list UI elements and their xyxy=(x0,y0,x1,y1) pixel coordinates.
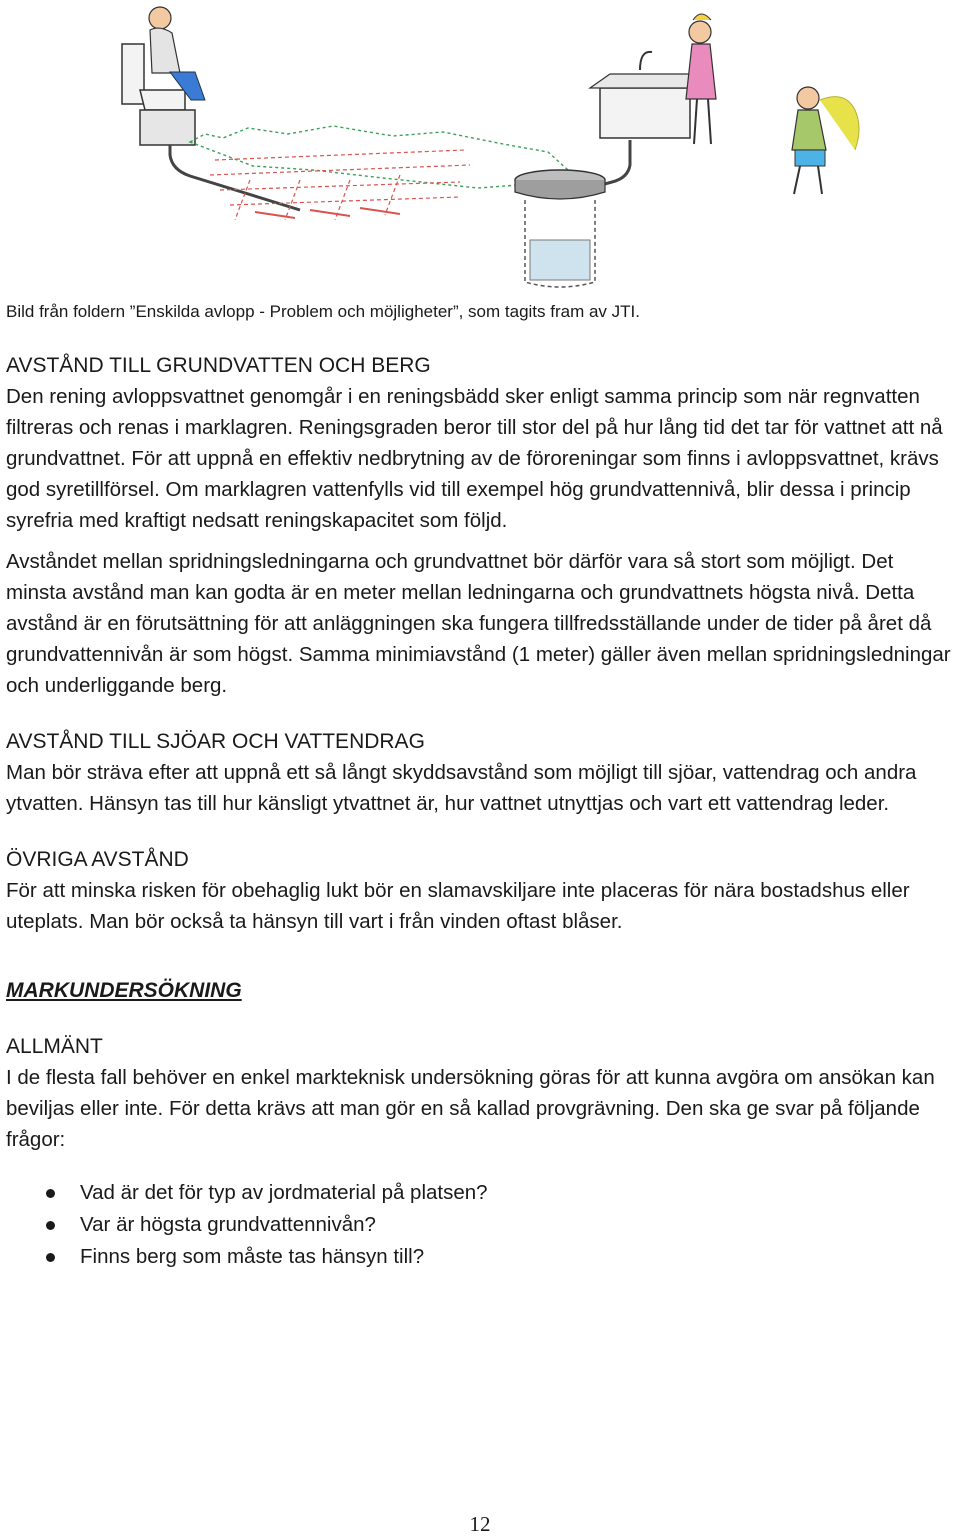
paragraph-other-distances: För att minska risken för obehaglig lukt bör en slamavskiljare inte placeras för nära bostadshus eller uteplats. Man bör också ta hänsyn till vart i från vinden oftast blåser. xyxy=(6,879,910,933)
paragraph-general: I de flesta fall behöver en enkel markteknisk undersökning göras för att kunna avgöra om ansökan kan beviljas eller inte. För detta krävs att man gör en så kallad provgrävning. Den ska ge svar på följande frågor: xyxy=(6,1066,935,1151)
sewage-illustration xyxy=(0,0,960,296)
drainage-field xyxy=(190,126,568,220)
toilet-person-icon xyxy=(122,7,205,145)
chapter-title: MARKUNDERSÖKNING xyxy=(6,979,242,1002)
list-item: Finns berg som måste tas hänsyn till? xyxy=(6,1241,956,1273)
section-heading-general: ALLMÄNT xyxy=(6,1035,103,1058)
document-body xyxy=(6,350,956,1273)
list-item: Vad är det för typ av jordmaterial på platsen? xyxy=(6,1177,956,1209)
septic-tank-icon xyxy=(515,170,605,199)
sink-woman-icon xyxy=(590,14,716,144)
section-heading-groundwater: AVSTÅND TILL GRUNDVATTEN OCH BERG xyxy=(6,354,431,377)
paragraph-lakes: Man bör sträva efter att uppnå ett så långt skyddsavstånd som möjligt till sjöar, vattendrag och andra ytvatten. Hänsyn tas till hur känsligt ytvattnet är, hur vattnet utnyttjas och vart ett vattendrag leder. xyxy=(6,761,917,815)
sick-boy-icon xyxy=(792,87,859,194)
paragraph-groundwater-1: Den rening avloppsvattnet genomgår i en reningsbädd sker enligt samma princip som när regnvatten filtreras och renas i marklagren. Reningsgraden beror till stor del på hur lång tid det tar för vattnet att nå grundvattnet. För att uppnå en effektiv nedbrytning av de föroreningar som finns i avloppsvattnet, krävs god syretillförsel. Om marklagren vattenfylls vid till exempel hög grundvattennivå, blir dessa i princip syrefria med kraftigt nedsatt reningskapacitet som följd. xyxy=(6,385,943,532)
section-heading-lakes: AVSTÅND TILL SJÖAR OCH VATTENDRAG xyxy=(6,730,425,753)
paragraph-groundwater-2: Avståndet mellan spridningsledningarna och grundvattnet bör därför vara så stort som möjligt. Det minsta avstånd man kan godta är en meter mellan ledningarna och grundvattnets högsta nivå. Detta avstånd är en förutsättning för att anläggningen ska fungera tillfredsställande under de tider på året då grundvattennivån är som högst. Samma minimiavstånd (1 meter) gäller även mellan spridningsledningar och underliggande berg. xyxy=(6,550,951,697)
question-list xyxy=(6,1177,956,1273)
section-heading-other-distances: ÖVRIGA AVSTÅND xyxy=(6,848,189,871)
page-number: 12 xyxy=(469,1512,491,1536)
image-caption: Bild från foldern ”Enskilda avlopp - Problem och möjligheter”, som tagits fram av JTI. xyxy=(6,302,640,321)
list-item: Var är högsta grundvattennivån? xyxy=(6,1209,956,1241)
well-icon xyxy=(525,200,595,287)
